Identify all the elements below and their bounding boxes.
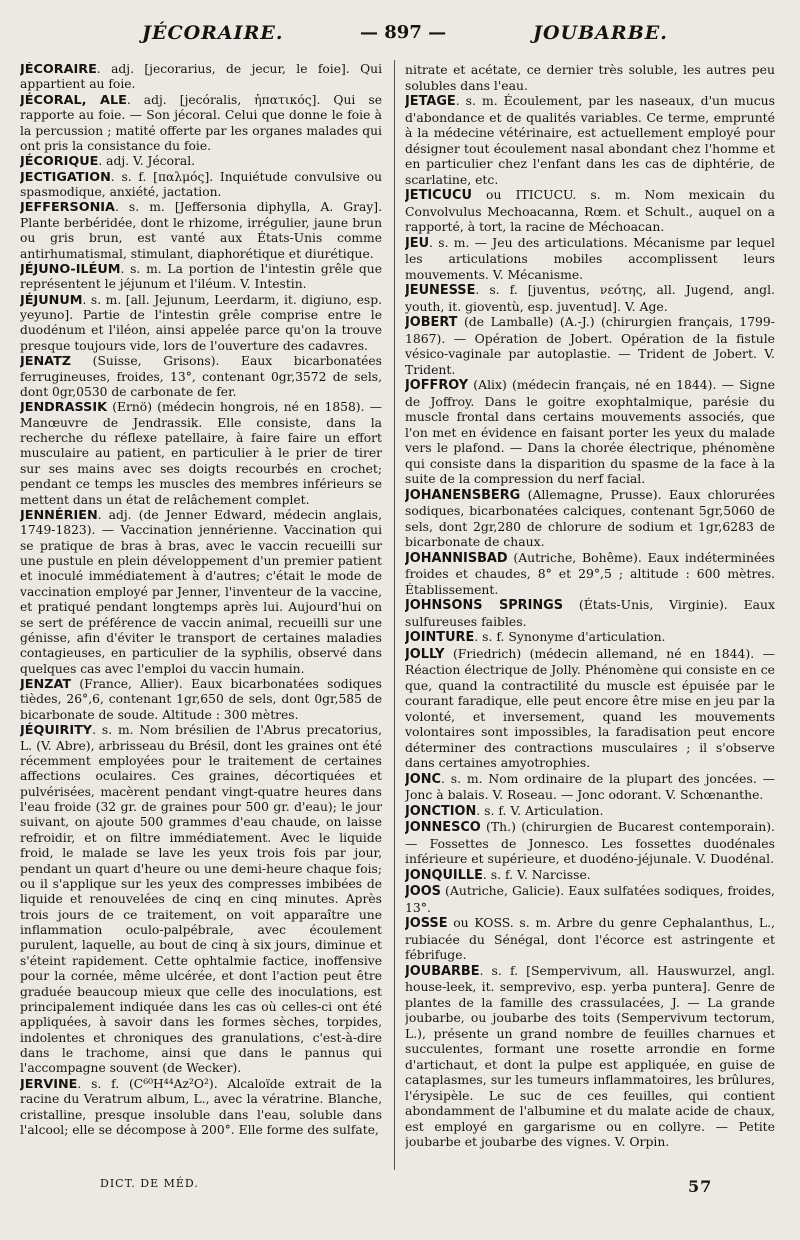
entry-text: (France, Allier). Eaux bicarbonatées sodiques tièdes, 26°,6, contenant 1gr,650 de sels, dont 0gr,585 de bicarbonate de soude. Altitude : 300 mètres. xyxy=(20,677,382,722)
dictionary-entry xyxy=(20,723,382,1077)
dictionary-entry xyxy=(20,508,382,677)
entry-headword: JETICUCU xyxy=(405,188,472,203)
dictionary-entry xyxy=(405,62,775,93)
running-head-left: JÉCORAIRE. xyxy=(142,22,284,44)
entry-headword: JÉCORAL, ALE xyxy=(20,92,127,108)
entry-text: . s. f. Synonyme d'articulation. xyxy=(474,629,666,644)
entry-headword: JOINTURE xyxy=(405,630,475,645)
dictionary-entry xyxy=(20,154,382,169)
entry-headword: JOHANENSBERG xyxy=(405,487,521,503)
entry-text: . s. m. [Jeffersonia diphylla, A. Gray]. Plante berbéridée, dont le rhizome, irrégulier, jaune brun ou gris brun, est vanté aux États-Unis comme antirhumatismal, stimulant, diaphorétique et diurétique. xyxy=(20,200,382,261)
entry-headword: JOHANNISBAD xyxy=(405,550,508,566)
entry-text: . s. m. La portion de l'intestin grêle que représentent le jéjunum et l'iléum. V. Intestin. xyxy=(20,261,382,292)
entry-headword: JETAGE xyxy=(405,94,456,109)
dictionary-entry xyxy=(20,1077,382,1139)
entry-text: . s. f. V. Articulation. xyxy=(476,802,604,818)
entry-text: (Alix) (médecin français, né en 1844). — Signe de Joffroy. Dans le goitre exophtalmique, parésie du muscle frontal dans certains mouvements associés, que l'on met en évidence en faisant porter les yeux du malade vers le plafond. — Dans la chorée électrique, phénomène qui consiste dans la disparition du spasme de la face à la suite de la compression du nerf facial. xyxy=(405,377,775,486)
entry-text: ou ITICUCU. s. m. Nom mexicain du Convolvulus Mechoacanna, Rœm. et Schult., auquel on a rapporté, à tort, la racine de Méchoacan. xyxy=(405,187,775,234)
entry-headword: JONC xyxy=(405,771,441,787)
entry-headword: JÉCORIQUE xyxy=(20,154,99,170)
entry-text: (États-Unis, Virginie). Eaux sulfureuses faibles. xyxy=(405,597,775,629)
entry-text: . adj. V. Jécoral. xyxy=(98,154,196,169)
entry-headword: JECTIGATION xyxy=(20,169,111,185)
dictionary-entry xyxy=(20,400,382,508)
entry-text: (Autriche, Bohême). Eaux indéterminées froides et chaudes, 8° et 29°,5 ; altitude : 600 mètres. Établissement. xyxy=(405,549,775,597)
entry-text: . s. f. [juventus, νεότης, all. Jugend, angl. youth, it. gioventù, esp. juventud]. V. Age. xyxy=(405,282,775,314)
entry-headword: JOHNSONS SPRINGS xyxy=(405,598,563,613)
entry-headword: JOLLY xyxy=(405,646,445,662)
entry-headword: JENDRASSIK xyxy=(20,400,108,416)
dictionary-entry xyxy=(405,93,775,187)
right-column xyxy=(405,62,775,1172)
entry-text: (Ernö) (médecin hongrois, né en 1858). — Manœuvre de Jendrassik. Elle consiste, dans la recherche du réflexe patellaire, à faire faire un effort musculaire au patient, en particulier à le prier de tirer sur ses mains avec ses doigts recourbés en crochet; pendant ce temps les muscles des membres inférieurs se mettent dans un état de relâchement complet. xyxy=(20,400,382,507)
entry-text: ou KOSS. s. m. Arbre du genre Cephalanthus, L., rubiacée du Sénégal, dont l'écorce est astringente et fébrifuge. xyxy=(405,915,775,962)
dictionary-entry xyxy=(20,170,382,201)
entry-headword: JOSSE xyxy=(405,916,448,931)
dictionary-entry xyxy=(405,235,775,283)
entry-headword: JÉQUIRITY xyxy=(20,723,93,739)
entry-headword: JONNESCO xyxy=(405,820,481,835)
dictionary-entry xyxy=(405,771,775,803)
entry-text: . adj. [jecorarius, de jecur, le foie]. Qui appartient au foie. xyxy=(20,62,382,92)
dictionary-entry xyxy=(405,187,775,235)
entry-text: . adj. (de Jenner Edward, médecin anglais, 1749-1823). — Vaccination jennérienne. Vaccination qui se pratique de bras à bras, avec le vaccin recueilli sur une pustule en plein développement d'un premier patient et inoculé immédiatement à d'autres; c'était le mode de vaccination employé par Jenner, l'inventeur de la vaccine, et pratiqué pendant longtemps après lui. Aujourd'hui on se sert de préférence de vaccin animal, recueilli sur une génisse, afin d'éviter le transport de certaines maladies contagieuses, en particulier de la syphilis, observé dans quelques cas avec l'emploi du vaccin humain. xyxy=(20,507,382,676)
footer-sheet-number: 57 xyxy=(688,1177,713,1196)
dictionary-entry xyxy=(405,487,775,550)
entry-headword: JONQUILLE xyxy=(405,867,483,883)
dictionary-entry xyxy=(405,646,775,771)
entry-text: . s. f. [παλμός]. Inquiétude convulsive ou spasmodique, anxiété, jactation. xyxy=(20,169,382,199)
entry-headword: JOOS xyxy=(405,884,441,899)
entry-headword: JEUNESSE xyxy=(405,283,476,298)
entry-headword: JEFFERSONIA xyxy=(20,200,115,216)
entry-headword: JERVINE xyxy=(20,1076,78,1092)
entry-text: (Autriche, Galicie). Eaux sulfatées sodiques, froides, 13°. xyxy=(405,883,775,915)
entry-headword: JOUBARBE xyxy=(405,963,480,979)
dictionary-entry xyxy=(20,354,382,400)
running-head-right: JOUBARBE. xyxy=(533,22,668,44)
entry-headword: JEU xyxy=(405,235,430,251)
entry-headword: JOFFROY xyxy=(405,378,469,393)
dictionary-entry xyxy=(405,597,775,629)
page-number: — 897 — xyxy=(360,22,447,43)
footer-signature: DICT. DE MÉD. xyxy=(100,1177,199,1190)
dictionary-entry xyxy=(405,377,775,487)
left-column xyxy=(20,62,382,1172)
dictionary-entry xyxy=(405,867,775,884)
entry-text: . adj. [jecóralis, ἡπατικός]. Qui se rapporte au foie. — Son jécoral. Celui que donne le foie à la percussion ; matité offerte par les organes malades qui ont pris la consistance du foie. xyxy=(20,92,382,153)
dictionary-entry xyxy=(405,963,775,1150)
entry-text: . s. f. [Sempervivum, all. Hauswurzel, angl. house-leek, it. semprevivo, esp. yerba puntera]. Genre de plantes de la famille des crassulacées, J. — La grande joubarbe, ou joubarbe des toits (Sempervivum tectorum, L.), présente un grand nombre de feuilles charnues et succulentes, formant une rosette arrondie en forme d'artichaut, et dont la pulpe est appliquée, en guise de cataplasmes, sur les tumeurs inflammatoires, les brûlures, l'érysipèle. Le suc de ces feuilles, qui contient abondamment de l'albumine et du malate acide de chaux, est employé en gargarisme ou en collyre. — Petite joubarbe et joubarbe des vignes. V. Orpin. xyxy=(405,962,775,1149)
entry-headword: JÉCORAIRE xyxy=(20,62,97,77)
dictionary-entry xyxy=(405,629,775,646)
entry-text: . s. m. Nom brésilien de l'Abrus precatorius, L. (V. Abre), arbrisseau du Brésil, dont les graines ont été récemment employées pour le traitement de certaines affections oculaires. Ces graines, décortiquées et pulvérisées, macèrent pendant vingt-quatre heures dans l'eau froide (32 gr. de graines pour 500 gr. d'eau); le jour suivant, on ajoute 500 grammes d'eau chaude, on laisse refroidir, et on filtre immédiatement. Avec le liquide froid, le malade se lave les yeux trois fois par jour, pendant un quart d'heure ou une demi-heure chaque fois; ou il s'applique sur les yeux des compresses imbibées de liquide et renouvelées de cinq en cinq minutes. Après trois jours de ce traitement, on voit apparaître une inflammation oculo-palpébrale, avec écoulement purulent, laquelle, au bout de cinq à six jours, diminue et s'éteint rapidement. Cette ophtalmie factice, inoffensive pour la cornée, même ulcérée, et dont l'action peut être graduée beaucoup mieux que celle des inoculations, est principalement indiquée dans les cas où celles-ci ont été appliquées, à savoir dans les formes sèches, torpides, indolentes et chroniques des granulations, c'est-à-dire dans le trachome, ainsi que dans le pannus qui l'accompagne souvent (de Wecker). xyxy=(20,723,382,1076)
dictionary-entry xyxy=(405,803,775,820)
entry-headword: JÉJUNUM xyxy=(20,292,83,308)
entry-headword: JENATZ xyxy=(20,354,72,370)
entry-text: (de Lamballe) (A.-J.) (chirurgien français, 1799-1867). — Opération de Jobert. Opération de la fistule vésico-vaginale par autoplastie. — Trident de Jobert. V. Trident. xyxy=(405,314,775,377)
entry-text: (Allemagne, Prusse). Eaux chlorurées sodiques, bicarbonatées calciques, contenant 5gr,5060 de sels, dont 2gr,280 de chlorure de sodium et 1gr,6283 de bicarbonate de chaux. xyxy=(405,486,775,549)
dictionary-entry xyxy=(405,282,775,314)
entry-text: (Suisse, Grisons). Eaux bicarbonatées ferrugineuses, froides, 13°, contenant 0gr,3572 de sels, dont 0gr,0530 de carbonate de fer. xyxy=(20,354,382,399)
entry-text: . s. m. Nom ordinaire de la plupart des joncées. — Jonc à balais. V. Roseau. — Jonc odorant. V. Schœnanthe. xyxy=(405,770,775,802)
entry-headword: JOBERT xyxy=(405,315,458,330)
entry-headword: JONCTION xyxy=(405,803,477,819)
dictionary-entry xyxy=(20,200,382,262)
entry-text: . s. f. V. Narcisse. xyxy=(482,866,591,882)
column-rule xyxy=(394,60,395,1170)
dictionary-entry xyxy=(20,62,382,93)
dictionary-entry xyxy=(405,915,775,963)
entry-text: . s. m. — Jeu des articulations. Mécanisme par lequel les articulations mobiles accomplissent leurs mouvements. V. Mécanisme. xyxy=(405,234,775,282)
dictionary-entry xyxy=(405,819,775,867)
entry-headword: JÉJUNO-ILÉUM xyxy=(20,261,121,277)
entry-text: . s. f. (C⁶⁰H⁴⁴Az²O²). Alcaloïde extrait de la racine du Veratrum album, L., avec la vératrine. Blanche, cristalline, presque insoluble dans l'eau, soluble dans l'alcool; elle se décompose à 200°. Elle forme des sulfate, xyxy=(20,1076,382,1137)
entry-text: nitrate et acétate, ce dernier très soluble, les autres peu solubles dans l'eau. xyxy=(405,62,775,93)
dictionary-entry xyxy=(20,262,382,293)
entry-headword: JENNÉRIEN xyxy=(20,507,98,523)
dictionary-entry xyxy=(405,314,775,377)
dictionary-entry xyxy=(405,550,775,598)
entry-headword: JENZAT xyxy=(20,677,72,692)
dictionary-entry xyxy=(20,677,382,723)
dictionary-entry xyxy=(405,883,775,915)
entry-text: (Th.) (chirurgien de Bucarest contemporain). — Fossettes de Jonnesco. Les fossettes duodénales inférieure et supérieure, et duodéno-jéjunale. V. Duodénal. xyxy=(405,819,775,866)
dictionary-entry xyxy=(20,293,382,355)
entry-text: . s. m. Écoulement, par les naseaux, d'un mucus d'abondance et de qualités variables. Ce terme, emprunté à la médecine vétérinaire, est actuellement employé pour désigner tout écoulement nasal abondant chez l'homme et en particulier chez l'enfant dans les cas de diphtérie, de scarlatine, etc. xyxy=(405,93,775,187)
dictionary-entry xyxy=(20,93,382,155)
entry-text: . s. m. [all. Jejunum, Leerdarm, it. digiuno, esp. yeyuno]. Partie de l'intestin grêle comprise entre le duodénum et l'iléon, ainsi appelée parce qu'on la trouve presque toujours vide, lors de l'ouverture des cadavres. xyxy=(20,292,382,353)
entry-text: (Friedrich) (médecin allemand, né en 1844). — Réaction électrique de Jolly. Phénomène qui consiste en ce que, quand la contractilité du muscle est épuisée par le courant faradique, elle peut encore être mise en jeu par la volonté, et inversement, quand les mouvements volontaires sont impossibles, la faradisation peut encore déterminer des contractions musculaires ; il s'observe dans certaines amyotrophies. xyxy=(405,645,775,770)
